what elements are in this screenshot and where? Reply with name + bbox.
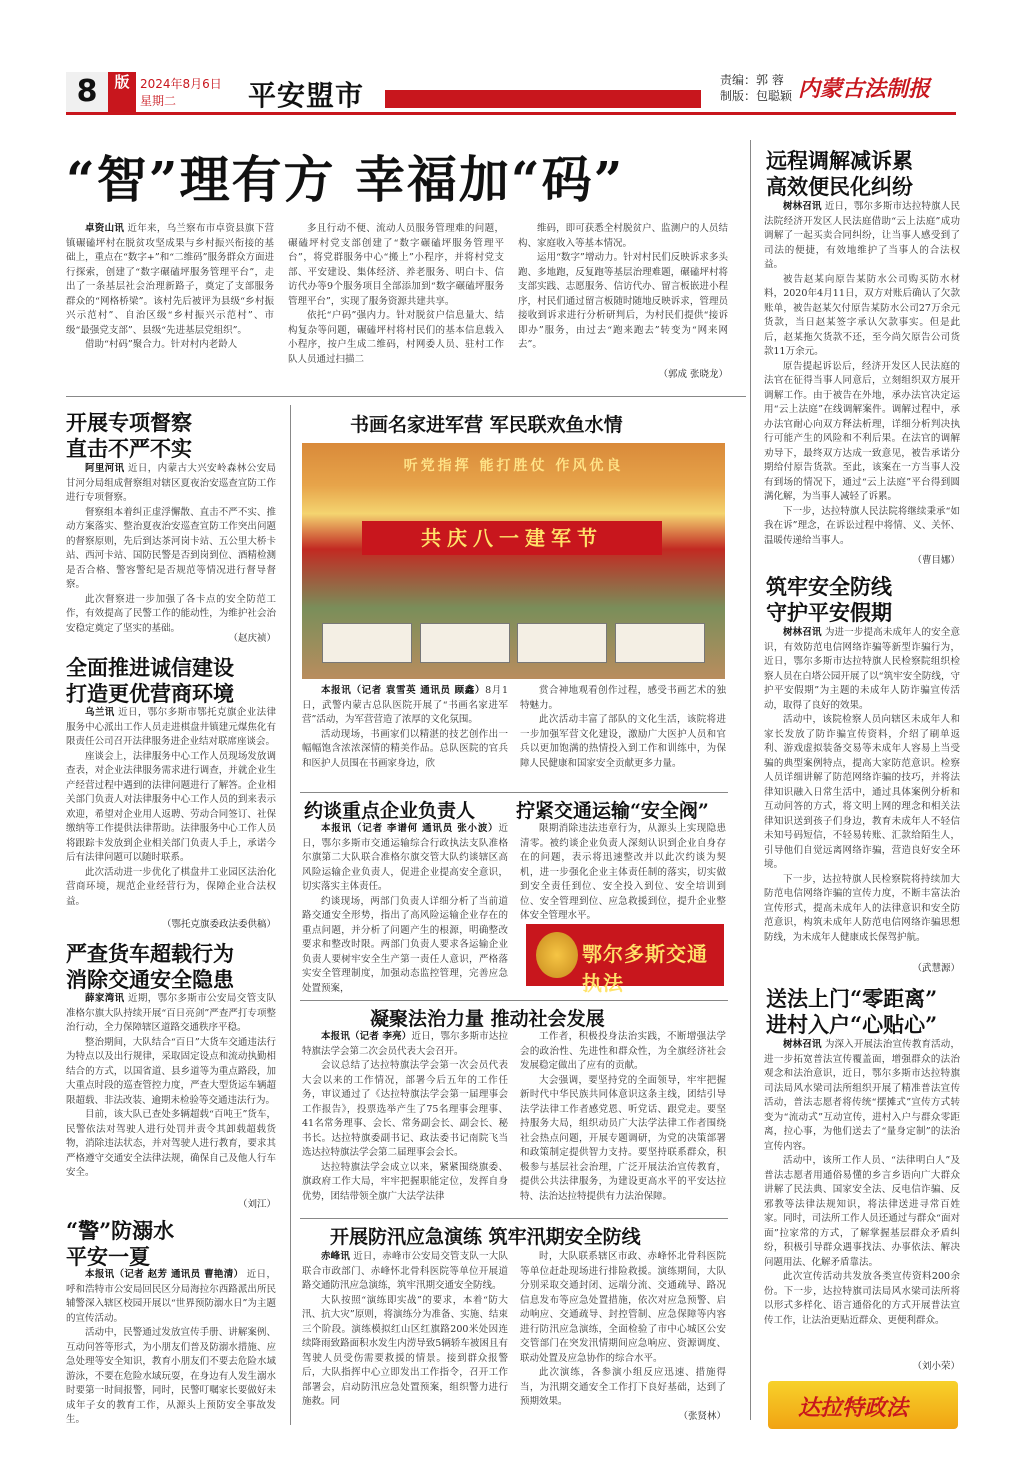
main-col-2: 多且行动不便、流动人员服务管理难的问题，碾磕坪村党支部创建了“数字碾磕坪服务管理平台”，将党群服务中心“搬上”小程序，并将村党支部、平安建设、集体经济、养老服务、明白卡、信访代办等9个服务项目全部添加到“数字碾磕坪服务管理平台”，实现了服务资源共建共享。 依托“户码”强内力。针对脱贫户信息量大、结构复杂等问题，碾磕坪村将村民们的基本信息载入小程序，按户生成二维码，村网委人员、驻村工作队人员通过扫描二 bbox=[288, 223, 504, 365]
mid-article-3-col-1: 赤峰讯 近日，赤峰市公安局交管支队一大队联合市政部门、赤峰怀北骨科医院等单位开展道路交通防汛应急演练，筑牢汛期交通安全防线。 大队按照“演练即实战”的要求，本着“防大汛、抗大灾”原则，将演练分为准备、实施、结束三个阶段。演练模拟红山区红旗路200米处因连续降雨致路面积水发生内涝导致5辆轿车被困且有驾驶人员受伤需要救援的情景。接到群众报警后，大队指挥中心立即发出工作指令，召开工作部署会，启动防汛应急处置预案，组织警力进行施救。同 bbox=[302, 1251, 508, 1407]
mid-article-3-title: 开展防汛应急演练 筑牢汛期安全防线 bbox=[330, 1226, 641, 1248]
main-col-3: 维码，即可获悉全村脱贫户、监测户的人员结构、家庭收入等基本情况。 运用“数字”增动力。针对村民们反映诉求多头跑、多地跑，反复跑等基层治理难题，碾磕坪村将支部实践、志愿服务、信访代办、留言板嵌进小程序，村民们通过留言板随时随地反映诉求，管理员接收到诉求进行分析研判后，为村民们提供“接诉即办”服务，由过去“跑来跑去”转变为“网来网去”。 bbox=[518, 223, 728, 350]
scroll-3 bbox=[517, 623, 607, 663]
left-article-3-title: 严查货车超载行为 消除交通安全隐患 bbox=[66, 941, 234, 992]
page-label: 版 bbox=[108, 72, 136, 112]
photo-scrolls bbox=[322, 623, 705, 663]
top-section-rule bbox=[66, 396, 746, 397]
photo-story-col-2: 赏合神地观看创作过程，感受书画艺术的独特魅力。 此次活动丰富了部队的文化生活，该院将进一步加强军营文化建设，激励广大医护人员和官兵以更加饱满的热情投入到工作和训练中，为保障人民健康和国家安全贡献更多力量。 bbox=[520, 685, 726, 769]
photo-story-rule bbox=[300, 792, 728, 793]
right-article-1-title: 远程调解减诉累 高效便民化纠纷 bbox=[766, 148, 913, 199]
editor-credits: 责编：郭 蓉 制版：包聪颖 bbox=[720, 73, 793, 103]
scroll-2 bbox=[420, 623, 510, 663]
mid-article-2-col-1: 本报讯（记者 李亮）近日，鄂尔多斯市达拉特旗法学会第二次会员代表大会召开。 会议总结了达拉特旗法学会第一次会员代表大会以来的工作情况，部署今后五年的工作任务，审议通过了《达拉特旗法学会第一届理事会工作报告》，投票选举产生了75名理事会理事、41名常务理事、会长、常务副会长、副会长、秘书长。达拉特旗委副书记、政法委书记南院飞当选达拉特旗法学会第二届理事会会长。 达拉特旗法学会成立以来，紧紧围绕旗委、旗政府工作大局，牢牢把握职能定位，发挥自身优势，团结带领全旗广大法学法律 bbox=[302, 1031, 508, 1202]
photo-banner-2: 共庆八一建军节 bbox=[362, 521, 662, 555]
left-article-2-signature: （鄂托克旗委政法委供稿） bbox=[161, 919, 276, 930]
mid-article-3-signature: （张贤林） bbox=[678, 1411, 726, 1422]
newspaper-logo: 内蒙古法制报 bbox=[798, 76, 931, 102]
left-article-2-body: 乌兰讯 近日，鄂尔多斯市鄂托克旗企业法律服务中心派出工作人员走进棋盘井镇建元煤焦化有限责任公司召开法律服务进企业结对联席座谈会。 座谈会上，法律服务中心工作人员现场发放调查表，对企业法律服务需求进行调查，并就企业生产经营过程中遇到的法律问题进行了解答。企业相关部门负责人对法律服务中心工作人员的到来表示欢迎，希望对企业用人返聘、劳动合同签订、社保缴纳等工作提供法律帮助。法律服务中心工作人员将跟踪卡发放到企业相关部门负责人手上，承诺今后有法律问题可以随时联系。 此次活动进一步优化了棋盘井工业园区法治化营商环境，规范企业经营行为，保障企业合法权益。 bbox=[66, 707, 276, 907]
photo-banner: 听党指挥 能打胜仗 作风优良 bbox=[403, 458, 624, 474]
right-divider bbox=[750, 140, 751, 1420]
section-title: 平安盟市 bbox=[248, 79, 365, 112]
mid-article-1-col-1: 本报讯（记者 李谱何 通讯员 张小波）近日，鄂尔多斯市交通运输综合行政执法支队准格尔旗第二大队联合准格尔旗交管大队约谈辖区高风险运输企业负责人，促进企业提高安全意识，切实落实主体责任。 约谈现场，两部门负责人详细分析了当前道路交通安全形势，指出了高风险运输企业存在的重点问题，并分析了问题产生的根源，明确整改要求和整改时限。两部门负责人要求各运输企业负责人要树牢安全生产第一责任人意识，严格落实安全管理制度，加强动态监控管理，完善应急处置预案， bbox=[302, 823, 508, 994]
mid-rule-1 bbox=[300, 1000, 728, 1001]
photo-story-col-1: 本报讯（记者 袁雪英 通讯员 顾鑫）8月1日，武警内蒙古总队医院开展了“书画名家进军营”活动，为军营营造了浓厚的文化氛围。 活动现场，书画家们以精湛的技艺创作出一幅幅饱含浓浓深情的精美作品。总队医院的官兵和医护人员围在书画家身边，欣 bbox=[302, 685, 508, 769]
right-article-2-body: 树林召讯 为进一步提高未成年人的安全意识，有效防范电信网络诈骗等新型诈骗行为，近日，鄂尔多斯市达拉特旗人民检察院组织检察人员在白塔公园开展了以“筑牢安全防线，守护平安假期”为主题的未成年人防诈骗宣传活动，取得了良好的效果。 活动中，该院检察人员向辖区未成年人和家长发放了防诈骗宣传资料，介绍了刷单返利、游戏虚拟装备交易等未成年人容易上当受骗的典型案例特点，提高大家防范意识。检察人员详细讲解了防范网络诈骗的技巧，并将法律知识融入日常生活中，通过具体案例分析和互动问答的方式，将文明上网的理念和相关法律知识送到孩子们身边，教育未成年人不轻信未知号码短信，不轻易转账、汇款给陌生人，引导他们自觉远离网络诈骗，营造良好安全环境。 下一步，达拉特旗人民检察院将持续加大防范电信网络诈骗的宣传力度，不断丰富法治宣传形式，提高未成年人的法律意识和安全防范意识，构筑未成年人防范电信网络诈骗思想防线，为未成年人健康成长保驾护航。 bbox=[764, 627, 960, 943]
right-article-3-signature: （刘小荣） bbox=[912, 1361, 960, 1372]
mid-article-1-title-b: 拧紧交通运输“安全阀” bbox=[516, 800, 709, 822]
left-article-3-signature: （刘江） bbox=[237, 1199, 276, 1210]
main-signature: （郭成 张晓龙） bbox=[658, 369, 728, 380]
right-article-3-body: 树林召讯 为深入开展法治宣传教育活动，进一步拓宽普法宣传覆盖面，增强群众的法治观念和法治意识，近日，鄂尔多斯市达拉特旗司法局风水梁司法所组织开展了精准普法宣传活动，普法志愿者将传统“摆摊式”宣传方式转变为“流动式”互动宣传，进村入户与群众零距离，拉心事，为他们送去了“量身定制”的法治宣传内容。 活动中，该所工作人员、“法律明白人”及普法志愿者用通俗易懂的乡言乡语向广大群众讲解了民法典、国家安全法、反电信诈骗、反邪教等法律法规知识，将法律送进寻常百姓家。同时，司法所工作人员还通过与群众“面对面”拉家常的方式，了解掌握基层群众矛盾纠纷，积极引导群众遇事找法、办事依法、解决问题用法、化解矛盾靠法。 此次宣传活动共发放各类宣传资料200余份。下一步，达拉特旗司法局风水梁司法所将以形式多样化、语言通俗化的方式开展普法宣传工作，让法治更贴近群众、更便利群众。 bbox=[764, 1039, 960, 1326]
left-article-4-body: 本报讯（记者 赵芳 通讯员 曹艳清） 近日，呼和浩特市公安局回民区分局海拉尔西路派出所民辅警深入辖区校园开展以“世界预防溺水日”为主题的宣传活动。 活动中，民警通过发放宣传手册、讲解案例、互动问答等形式，为小朋友们普及防溺水措施、应急处理等安全知识，教育小朋友们不要去危险水域游泳，不要在危险水域玩耍，在身边有人发生溺水时要第一时间报警，同时，民警叮嘱家长要做好未成年子女的教育工作，从源头上预防安全事故发生。 bbox=[66, 1269, 276, 1424]
header-rule bbox=[66, 112, 956, 115]
header-red-bar bbox=[385, 90, 701, 108]
left-article-1-signature: （赵庆祯） bbox=[228, 633, 276, 644]
main-headline: “智”理有方 幸福加“码” bbox=[66, 150, 625, 209]
scroll-1 bbox=[322, 623, 412, 663]
left-article-3-body: 薛家湾讯 近期，鄂尔多斯市公安局交管支队准格尔旗大队持续开展“百日亮剑”严查严打专项整治行动，全力保障辖区道路交通秩序平稳。 整治期间，大队结合“百日”大货车交通违法行为特点以及出行规律，采取固定设点和流动执勤相结合的方式，以国省道、县乡道等为重点路段，加大重点时段的巡查管控力度，严查大型货运车辆超限超载、非法改装、逾期未检验等交通违法行为。 目前，该大队已查处多辆超载“百吨王”货车，民警依法对驾驶人进行处罚并责令其卸载超载货物，消除违法状态，并对驾驶人进行教育，要求其严格遵守交通安全法律法规，确保自己及他人行车安全。 bbox=[66, 993, 276, 1178]
traffic-enforcement-badge: 鄂尔多斯交通执法 bbox=[526, 924, 724, 986]
right-article-3-title: 送法上门“零距离” 进村入户“心贴心” bbox=[766, 986, 938, 1037]
mid-article-1-col-2: 限期消除违法违章行为，从源头上实现隐患清零。被约谈企业负责人深刻认识到企业自身存在的问题，表示将迅速整改并以此次约谈为契机，进一步强化企业主体责任制的落实，切实做到安全责任到位、安全投入到位、安全培训到位、安全管理到位、应急救援到位，提升企业整体安全管理水平。 bbox=[520, 823, 726, 921]
photo-story-title: 书画名家进军营 军民联欢鱼水情 bbox=[350, 414, 623, 436]
left-divider bbox=[290, 405, 291, 1425]
left-article-2-title: 全面推进诚信建设 打造更优营商环境 bbox=[66, 655, 234, 706]
mid-article-1-title-a: 约谈重点企业负责人 bbox=[304, 800, 476, 822]
right-article-2-signature: （武慧源） bbox=[912, 963, 960, 974]
right-article-2-title: 筑牢安全防线 守护平安假期 bbox=[766, 574, 892, 625]
emblem-icon bbox=[536, 932, 578, 978]
mid-article-2-col-2: 工作者，积极投身法治实践，不断增强法学会的政治性、先进性和群众性，为全旗经济社会发展稳定做出了应有的贡献。 大会强调，要坚持党的全面领导，牢牢把握新时代中华民族共同体意识这条主线，团结引导法学法律工作者感党恩、听党话、跟党走。要坚持服务大局，组织动员广大法学法律工作者围绕社会热点问题，开展专题调研，为党的决策部署和政策制定提供智力支持。要坚持联系群众，积极参与基层社会治理，广泛开展法治宣传教育，提供公共法律服务，为建设更高水平的平安达拉特、法治达拉特提供有力法治保障。 bbox=[520, 1031, 726, 1202]
scroll-4 bbox=[615, 623, 705, 663]
left-article-4-title: “警”防溺水 平安一夏 bbox=[66, 1218, 175, 1269]
page-number: 8 bbox=[66, 72, 108, 112]
mid-article-2-title: 凝聚法治力量 推动社会发展 bbox=[370, 1008, 605, 1030]
photo-calligraphy-event bbox=[302, 443, 725, 679]
dalate-politics-logo: 达拉特政法 bbox=[768, 1381, 958, 1429]
left-article-1-body: 阿里河讯 近日，内蒙古大兴安岭森林公安局甘河分局组成督察组对辖区夏夜治安巡查宣防工作进行专项督察。 督察组本着纠正虚浮懈散、直击不严不实、推动方案落实、整治夏夜治安巡查宣防工作突出问题的督察原则，先后到达茶河岗卡站、五公里大桥卡站、西河卡站、国防民警是否到岗到位、酒精检测是否合格、警容警纪是否规范等情况进行督导督察。 此次督察进一步加强了各卡点的安全防范工作，有效提高了民警工作的能动性，为维护社会治安稳定奠定了坚实的基础。 bbox=[66, 463, 276, 634]
right-article-1-body: 树林召讯 近日，鄂尔多斯市达拉特旗人民法院经济开发区人民法庭借助“云上法庭”成功调解了一起买卖合同纠纷，让当事人感受到了司法的便捷，有效地维护了当事人的合法权益。 被告赵某向原告某防水公司购买防水材料，2020年4月11日，双方对账后确认了欠款账单，被告赵某欠付原告某防水公司27万余元货款，当日赵某签字承认欠款事实。但是此后，赵某拖欠货款不还，至今尚欠原告公司货款11万余元。 原告提起诉讼后，经济开发区人民法庭的法官在征得当事人同意后，立刻组织双方展开调解工作。由于被告在外地，承办法官决定运用“云上法庭”在线调解案件。调解过程中，承办法官耐心向双方释法析理，详细分析判决执行可能产生的风险和不利后果。在法官的调解劝导下，最终双方达成一致意见，被告承诺分期给付原告货款。至此，该案在一方当事人没有到场的情况下，通过“云上法庭”平台得到圆满化解，为当事人减轻了诉累。 下一步，达拉特旗人民法院将继续秉承“如我在诉”理念，在诉讼过程中将情、义、关怀、温暖传递给当事人。 bbox=[764, 201, 960, 546]
mid-rule-2 bbox=[300, 1218, 728, 1219]
issue-date: 2024年8月6日 星期二 bbox=[140, 77, 222, 108]
right-article-1-signature: （曹目娜） bbox=[912, 555, 960, 566]
mid-article-3-col-2: 时，大队联系辖区市政、赤峰怀北骨科医院等单位赶赴现场进行排险救援。演练期间，大队分别采取交通封闭、远端分流、交通疏导、路况信息发布等应急处置措施，依次对应急预警、启动响应、交通疏导、封控管制、应急保障等内容进行防汛应急演练，全面检验了市中心城区公安交管部门在突发汛情期间应急响应、资源调度、联动处置及应急协作的综合水平。 此次演练，各参演小组反应迅速、措施得当，为汛期交通安全工作打下良好基础，达到了预期效果。 bbox=[520, 1251, 726, 1407]
left-article-1-title: 开展专项督察 直击不严不实 bbox=[66, 410, 192, 461]
main-col-1: 卓资山讯 近年来，乌兰察布市卓资县旗下营镇碾磕坪村在脱贫攻坚成果与乡村振兴衔接的基础上，重点在“数字+”和“二维码”服务群众方面进行探索，创建了“数字碾磕坪服务管理平台”，走出了一条基层社会治理新路子，奠定了支部服务群众的“网格桥梁”。该村先后被评为县级“乡村振兴示范村”、自治区级“乡村振兴示范村”、市级“最强党支部”、县级“先进基层党组织”。 借助“村码”聚合力。针对村内老龄人 bbox=[66, 223, 274, 350]
